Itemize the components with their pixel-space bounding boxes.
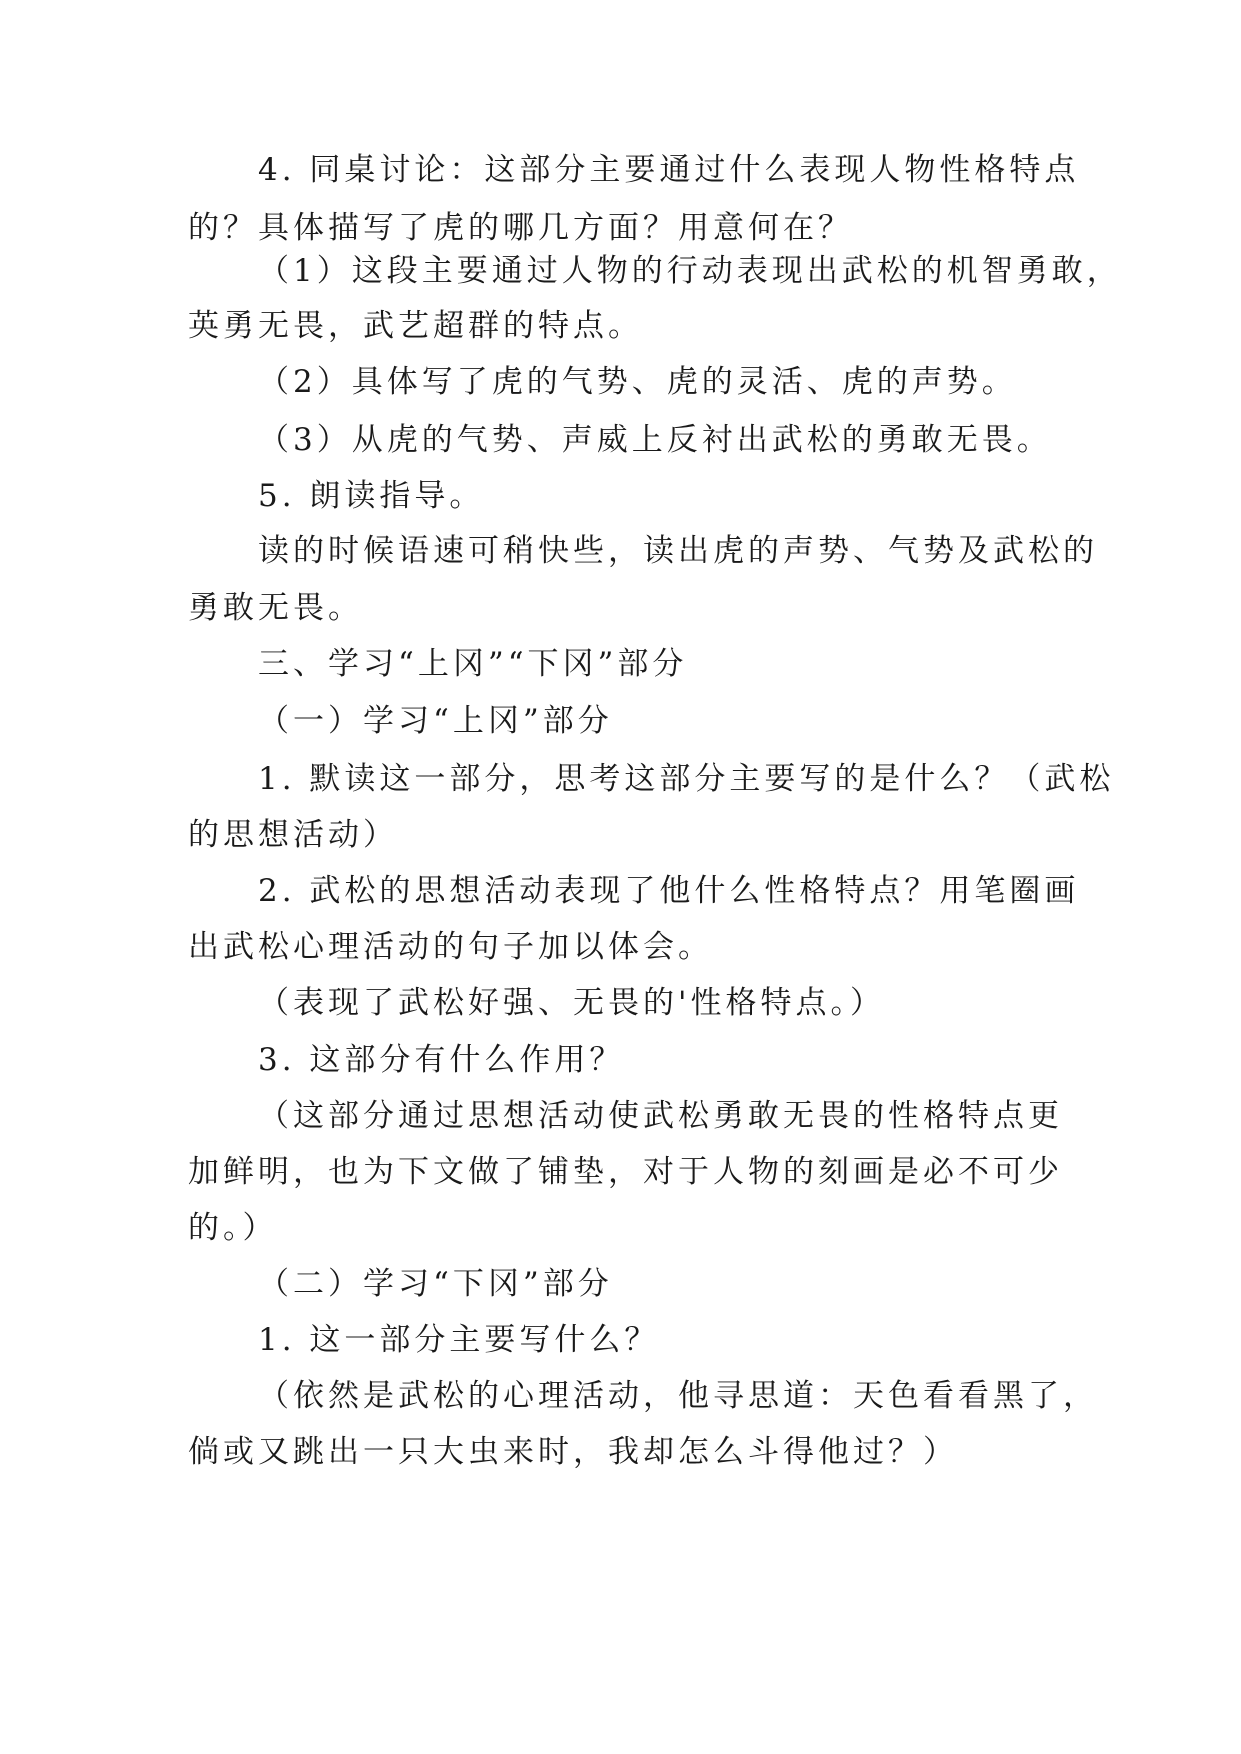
- paragraph-line: 5. 朗读指导。: [258, 478, 485, 514]
- paragraph-line: 3. 这部分有什么作用？: [258, 1042, 625, 1078]
- paragraph-line: 读的时候语速可稍快些，读出虎的声势、气势及武松的: [258, 533, 1098, 569]
- paragraph-line: 的思想活动）: [188, 817, 398, 853]
- paragraph-line: （依然是武松的心理活动，他寻思道：天色看看黑了，: [258, 1378, 1098, 1414]
- paragraph-line: （表现了武松好强、无畏的'性格特点。）: [258, 985, 886, 1021]
- paragraph-line: （2）具体写了虎的气势、虎的灵活、虎的声势。: [258, 364, 1017, 400]
- paragraph-line: 倘或又跳出一只大虫来时，我却怎么斗得他过？）: [188, 1434, 958, 1470]
- paragraph-line: 1. 这一部分主要写什么？: [258, 1322, 660, 1358]
- paragraph-line: 出武松心理活动的句子加以体会。: [188, 929, 713, 965]
- paragraph-line: 加鲜明，也为下文做了铺垫，对于人物的刻画是必不可少: [188, 1154, 1063, 1190]
- paragraph-line: 英勇无畏，武艺超群的特点。: [188, 308, 643, 344]
- paragraph-line: （1）这段主要通过人物的行动表现出武松的机智勇敢，: [258, 253, 1122, 289]
- paragraph-line: 的？具体描写了虎的哪几方面？用意何在？: [188, 210, 853, 246]
- section-heading: 三、学习“上冈”“下冈”部分: [258, 646, 688, 682]
- paragraph-line: 2. 武松的思想活动表现了他什么性格特点？用笔圈画: [258, 873, 1080, 909]
- subsection-heading: （二）学习“下冈”部分: [258, 1266, 613, 1302]
- subsection-heading: （一）学习“上冈”部分: [258, 703, 613, 739]
- paragraph-line: （3）从虎的气势、声威上反衬出武松的勇敢无畏。: [258, 422, 1052, 458]
- paragraph-line: 1. 默读这一部分，思考这部分主要写的是什么？（武松: [258, 761, 1115, 797]
- paragraph-line: 4. 同桌讨论：这部分主要通过什么表现人物性格特点: [258, 152, 1080, 188]
- paragraph-line: 的。）: [188, 1210, 278, 1246]
- paragraph-line: （这部分通过思想活动使武松勇敢无畏的性格特点更: [258, 1098, 1063, 1134]
- paragraph-line: 勇敢无畏。: [188, 590, 363, 626]
